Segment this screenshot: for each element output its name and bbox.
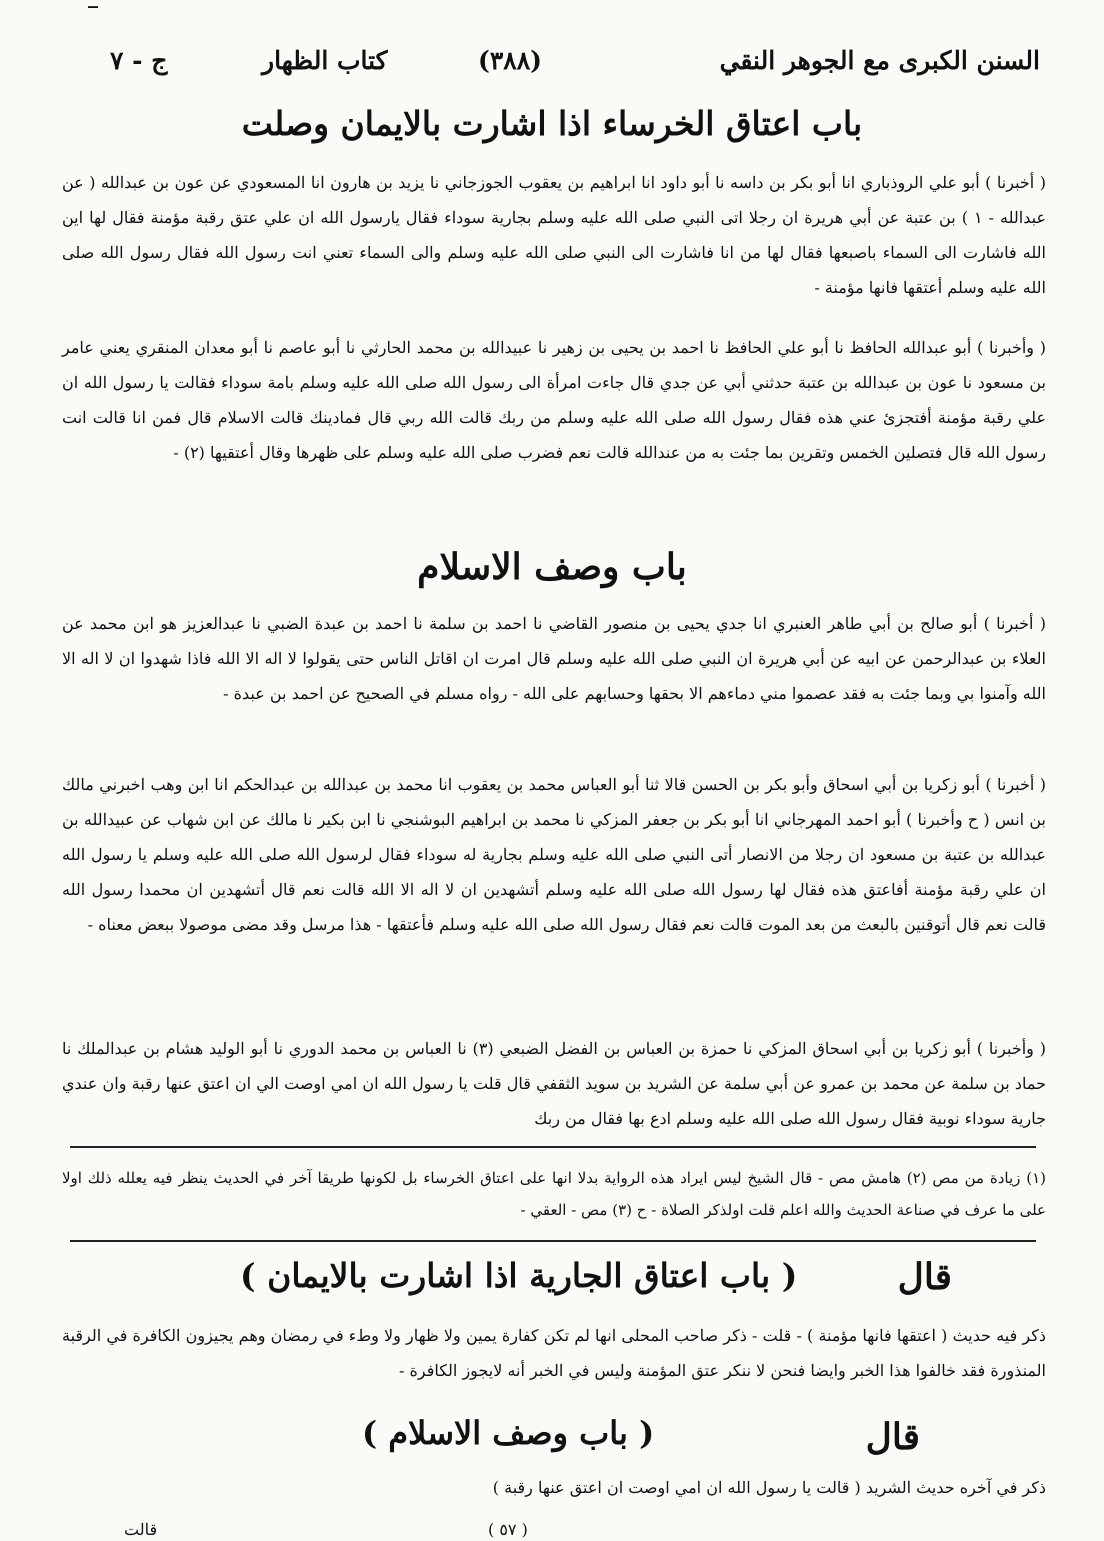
header-volume: ج - ٧	[110, 46, 168, 75]
section2-paragraph-2: ( أخبرنا ) أبو زكريا بن أبي اسحاق وأبو بكر بن الحسن قالا ثنا أبو العباس محمد بن يعقوب انا محمد بن عبدالله بن عبدالحكم انا ابن وهب اخبرني مالك بن انس ( ح وأخبرنا ) أبو احمد المهرجاني انا أبو بكر بن جعفر المزكي نا محمد بن ابراهيم البوشنجي نا ابن بكير نا مالك عن ابن شهاب عن عبيدالله بن عبدالله بن عتبة بن مسعود ان رجلا من الانصار أتى النبي صلى الله عليه وسلم بجارية له سوداء فقال لرسول الله صلى الله عليه وسلم يا رسول الله ان علي رقبة مؤمنة أفاعتق هذه فقال لها رسول الله صلى الله عليه وسلم أتشهدين ان لا اله الا الله قالت نعم قال أتشهدين ان محمدا رسول الله قالت نعم قال أتوقنين بالبعث من بعد الموت قالت نعم فقال رسول الله صلى الله عليه وسلم فأعتقها - هذا مرسل وقد مضى موصولا ببعض معناه -	[62, 775, 1047, 934]
commentary-text-1: ذكر فيه حديث ( اعتقها فانها مؤمنة ) - قلت - ذكر صاحب المحلى انها لم تكن كفارة يمين ولا ظهار ولا وطء في رمضان وهم يجيزون الكافرة في الرقبة المنذورة فقد خالفوا هذا الخبر وايضا فنحن لا ننكر عتق المؤمنة وليس في الخبر أنه لايجوز الكافرة -	[62, 1326, 1046, 1380]
footnotes: (١) زيادة من مص (٢) هامش مص - قال الشيخ ليس ايراد هذه الرواية بدلا انها على اعتاق الخرساء بل لكونها طريقا آخر في الحديث ينظر فيه يعلله ذلك اولا على ما عرف في صناعة الحديث والله اعلم قلت اولذكر الصلاة - ح (٣) مص - العقي -	[62, 1169, 1046, 1219]
commentary-qal-2: قال	[865, 1416, 920, 1458]
commentary-title-2: ( باب وصف الاسلام )	[362, 1414, 655, 1452]
commentary-qal-1: قال	[897, 1256, 952, 1298]
header-chapter: كتاب الظهار	[262, 46, 388, 75]
footer-page-marker: ( ٥٧ )	[488, 1520, 528, 1539]
footer-catchword: قالت	[124, 1520, 158, 1539]
header-page-number: (٣٨٨)	[478, 46, 542, 75]
commentary-title-1: ( باب اعتاق الجارية اذا اشارت بالايمان )	[240, 1256, 798, 1295]
section2-paragraph-3: ( وأخبرنا ) أبو زكريا بن أبي اسحاق المزكي نا حمزة بن العباس بن الفضل الضبعي (٣) نا العباس بن محمد الدوري نا أبو الوليد هشام بن عبدالملك نا حماد بن سلمة عن محمد بن عمرو عن أبي سلمة عن الشريد بن سويد الثقفي قال قلت يا رسول الله ان امي اوصت الي ان اعتق عنها رقبة وان عندي جارية سوداء نوبية فقال رسول الله صلى الله عليه وسلم ادع بها فقال من ربك	[62, 1039, 1047, 1128]
section1-paragraph-1: ( أخبرنا ) أبو علي الروذباري انا أبو بكر بن داسه نا أبو داود انا ابراهيم بن يعقوب الجوزجاني نا يزيد بن هارون انا المسعودي عن عون بن عبدالله ( عن عبدالله - ١ ) بن عتبة عن أبي هريرة ان رجلا اتى النبي صلى الله عليه وسلم بجارية سوداء فقال يارسول الله ان علي عتق رقبة مؤمنة فقال لها اين الله فاشارت الى السماء باصبعها فقال لها من انا فاشارت الى النبي صلى الله عليه وسلم والى السماء تعني انت رسول الله فقال رسول الله صلى الله عليه وسلم أعتقها فانها مؤمنة -	[62, 173, 1047, 297]
section1-paragraph-2: ( وأخبرنا ) أبو عبدالله الحافظ نا أبو علي الحافظ نا احمد بن يحيى بن زهير نا عبيدالله بن محمد الحارثي نا أبو عاصم نا أبو معدان المنقري يعني عامر بن مسعود نا عون بن عبدالله بن عتبة حدثني أبي عن جدي قال جاءت امرأة الى رسول الله صلى الله عليه وسلم بامة سوداء فقالت يا رسول الله ان علي رقبة مؤمنة أفتجزئ عني هذه فقال رسول الله صلى الله عليه وسلم من ربك قالت الله ربي قال فمادينك قالت الاسلام قال فمن انا قالت انت رسول الله قال فتصلين الخمس وتقرين بما جئت به من عندالله قالت نعم فضرب صلى الله عليه وسلم على ظهرها وقال أعتقيها (٢) -	[62, 338, 1047, 462]
commentary-text-2: ذكر في آخره حديث الشريد ( قالت يا رسول الله ان امي اوصت ان اعتق عنها رقبة )	[492, 1478, 1046, 1497]
header-book-title: السنن الكبرى مع الجوهر النقي	[719, 46, 1040, 75]
top-mark: ‾	[88, 2, 98, 26]
section2-paragraph-1: ( أخبرنا ) أبو صالح بن أبي طاهر العنبري انا جدي يحيى بن منصور القاضي نا احمد بن سلمة نا احمد بن عبدة الضبي نا عبدالعزيز هو ابن محمد عن العلاء بن عبدالرحمن عن ابيه عن أبي هريرة ان النبي صلى الله عليه وسلم قال امرت ان اقاتل الناس حتى يقولوا لا اله الا الله فاذا شهدوا ان لا اله الا الله وآمنوا بي وبما جئت به فقد عصموا مني دماءهم الا بحقها وحسابهم على الله - رواه مسلم في الصحيح عن احمد بن عبدة -	[62, 614, 1046, 703]
section1-title: باب اعتاق الخرساء اذا اشارت بالايمان وصلت	[241, 104, 863, 143]
footnote-separator-bottom	[70, 1240, 1036, 1242]
footnote-separator-top	[70, 1146, 1036, 1148]
section2-title: باب وصف الاسلام	[417, 546, 687, 588]
